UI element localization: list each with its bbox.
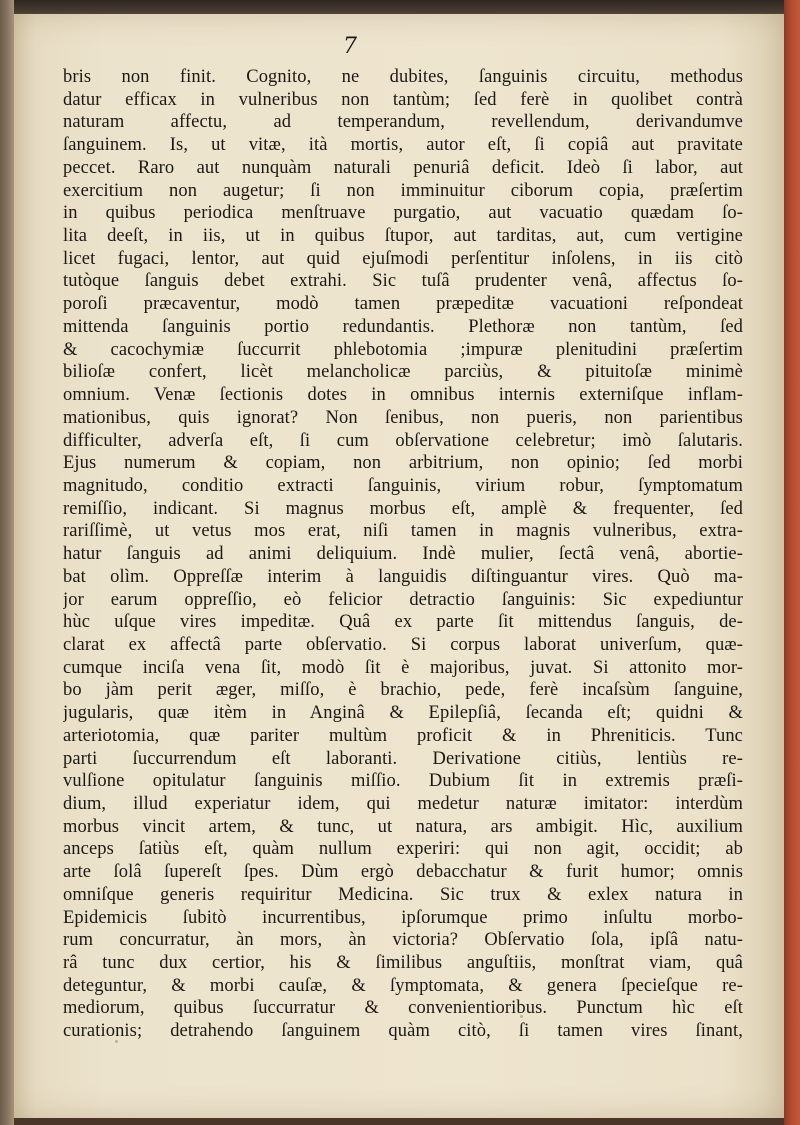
text-line: jor earum oppreſſio, eò felicior detractio ſanguinis: Sic expediuntur <box>63 589 743 610</box>
text-line: naturam affectu, ad temperandum, revellendum, derivandumve <box>63 112 743 133</box>
text-line: Epidemicis ſubitò incurrentibus, ipſorumque primo inſultu morbo- <box>63 907 743 928</box>
text-line: rariſſimè, ut vetus mos erat, niſi tamen in magnis vulneribus, extra- <box>63 521 743 542</box>
page-number: 7 <box>343 34 357 59</box>
text-line: in quibus periodica menſtruave purgatio, aut vacuatio quædam ſo- <box>63 203 743 224</box>
text-line: datur efficax in vulneribus non tantùm; ſed ferè in quolibet contrà <box>63 89 743 110</box>
text-line: magnitudo, conditio extracti ſanguinis, virium robur, ſymptomatum <box>63 475 743 496</box>
text-line: peccet. Raro aut nunquàm naturali penuriâ deficit. Ideò ſi labor, aut <box>63 157 743 178</box>
text-line: anceps ſatiùs eſt, quàm nullum experiri: qui non agit, occidit; ab <box>63 839 743 860</box>
text-line: poroſi præcaventur, modò tamen præpeditæ vacuationi reſpondeat <box>63 294 743 315</box>
text-line: hùc uſque vires impeditæ. Quâ ex parte ſit mittendus ſanguis, de- <box>63 612 743 633</box>
text-line: clarat ex affectâ parte obſervatio. Si corpus laborat univerſum, quæ- <box>63 634 743 655</box>
text-line: ſanguinem. Is, ut vitæ, ità mortis, autor eſt, ſi copiâ aut pravitate <box>63 135 743 156</box>
text-line: jugularis, quæ itèm in Anginâ & Epilepſiâ, ſecanda eſt; quidni & <box>63 703 743 724</box>
text-line: & cacochymiæ ſuccurrit phlebotomia ;impuræ plenitudini præſertim <box>63 339 743 360</box>
text-line: rum concurratur, àn mors, àn victoria? Obſervatio ſola, ipſâ natu- <box>63 930 743 951</box>
text-line: parti ſuccurrendum eſt laboranti. Derivatione citiùs, lentiùs re- <box>63 748 743 769</box>
text-line: mediorum, quibus ſuccurratur & convenientioribus. Punctum hìc eſt <box>63 998 743 1019</box>
text-line: omnium. Venæ ſectionis dotes in omnibus internis externiſque inflam- <box>63 385 743 406</box>
text-line: licet fugaci, lentor, aut quid ejuſmodi perſentitur inſolens, in iis citò <box>63 248 743 269</box>
text-line: dium, illud experiatur idem, qui medetur naturæ imitator: interdùm <box>63 794 743 814</box>
body-text <box>63 66 743 1043</box>
text-line: mationibus, quis ignorat? Non ſenibus, non pueris, non parientibus <box>63 407 743 428</box>
text-line: tutòque ſanguis debet extrahi. Sic tuſâ prudenter venâ, affectus ſo- <box>63 271 743 292</box>
text-line: deteguntur, & morbi cauſæ, & ſymptomata, & genera ſpecieſque re- <box>63 975 743 996</box>
text-line: morbus vincit artem, & tunc, ut natura, ars ambigit. Hìc, auxilium <box>63 816 743 837</box>
text-line: bat olìm. Oppreſſæ interim à languidis diſtinguantur vires. Quò ma- <box>63 566 743 587</box>
text-line: bo jàm perit æger, miſſo, è brachio, pede, ferè incaſsùm ſanguine, <box>63 680 743 701</box>
text-line: omniſque generis requiritur Medicina. Sic trux & exlex natura in <box>63 884 743 905</box>
text-line: difficulter, adverſa eſt, ſi cum obſervatione celebretur; imò ſalutaris. <box>63 430 743 451</box>
text-line: vulſione opitulatur ſanguinis miſſio. Dubium ſit in extremis præſi- <box>63 771 743 792</box>
text-line: remiſſio, indicant. Si magnus morbus eſt, amplè & frequenter, ſed <box>63 498 743 519</box>
right-cover-edge <box>784 0 800 1125</box>
text-line: bris non finit. Cognito, ne dubites, ſanguinis circuitu, methodus <box>63 67 743 87</box>
text-line: arteriotomia, quæ pariter multùm proficit & in Phreniticis. Tunc <box>63 725 743 746</box>
left-binding-edge <box>0 0 14 1125</box>
text-line: exercitium non augetur; ſi non imminuitur ciborum copia, præſertim <box>63 180 743 201</box>
text-line: mittenda ſanguinis portio redundantis. Plethoræ non tantùm, ſed <box>63 316 743 337</box>
text-line: bilioſæ confert, licèt melancholicæ parciùs, & pituitoſæ minimè <box>63 362 743 383</box>
text-line: curationis; detrahendo ſanguinem quàm citò, ſi tamen vires ſinant, <box>63 1021 743 1042</box>
text-line: Ejus numerum & copiam, non arbitrium, non opinio; ſed morbi <box>63 453 743 474</box>
text-line: arte ſolâ ſupereſt ſpes. Dùm ergò debacchatur & furit humor; omnis <box>63 862 743 883</box>
text-line: cumque inciſa vena ſit, modò ſit è majoribus, juvat. Si attonito mor- <box>63 657 743 678</box>
text-line: hatur ſanguis ad animi deliquium. Indè mulier, ſectâ venâ, abortie- <box>63 544 743 565</box>
text-line: lita deeſt, in iis, ut in quibus ſtupor, aut tarditas, aut, cum vertigine <box>63 226 743 247</box>
text-line: râ tunc dux certior, his & ſimilibus anguſtiis, monſtrat viam, quâ <box>63 953 743 974</box>
